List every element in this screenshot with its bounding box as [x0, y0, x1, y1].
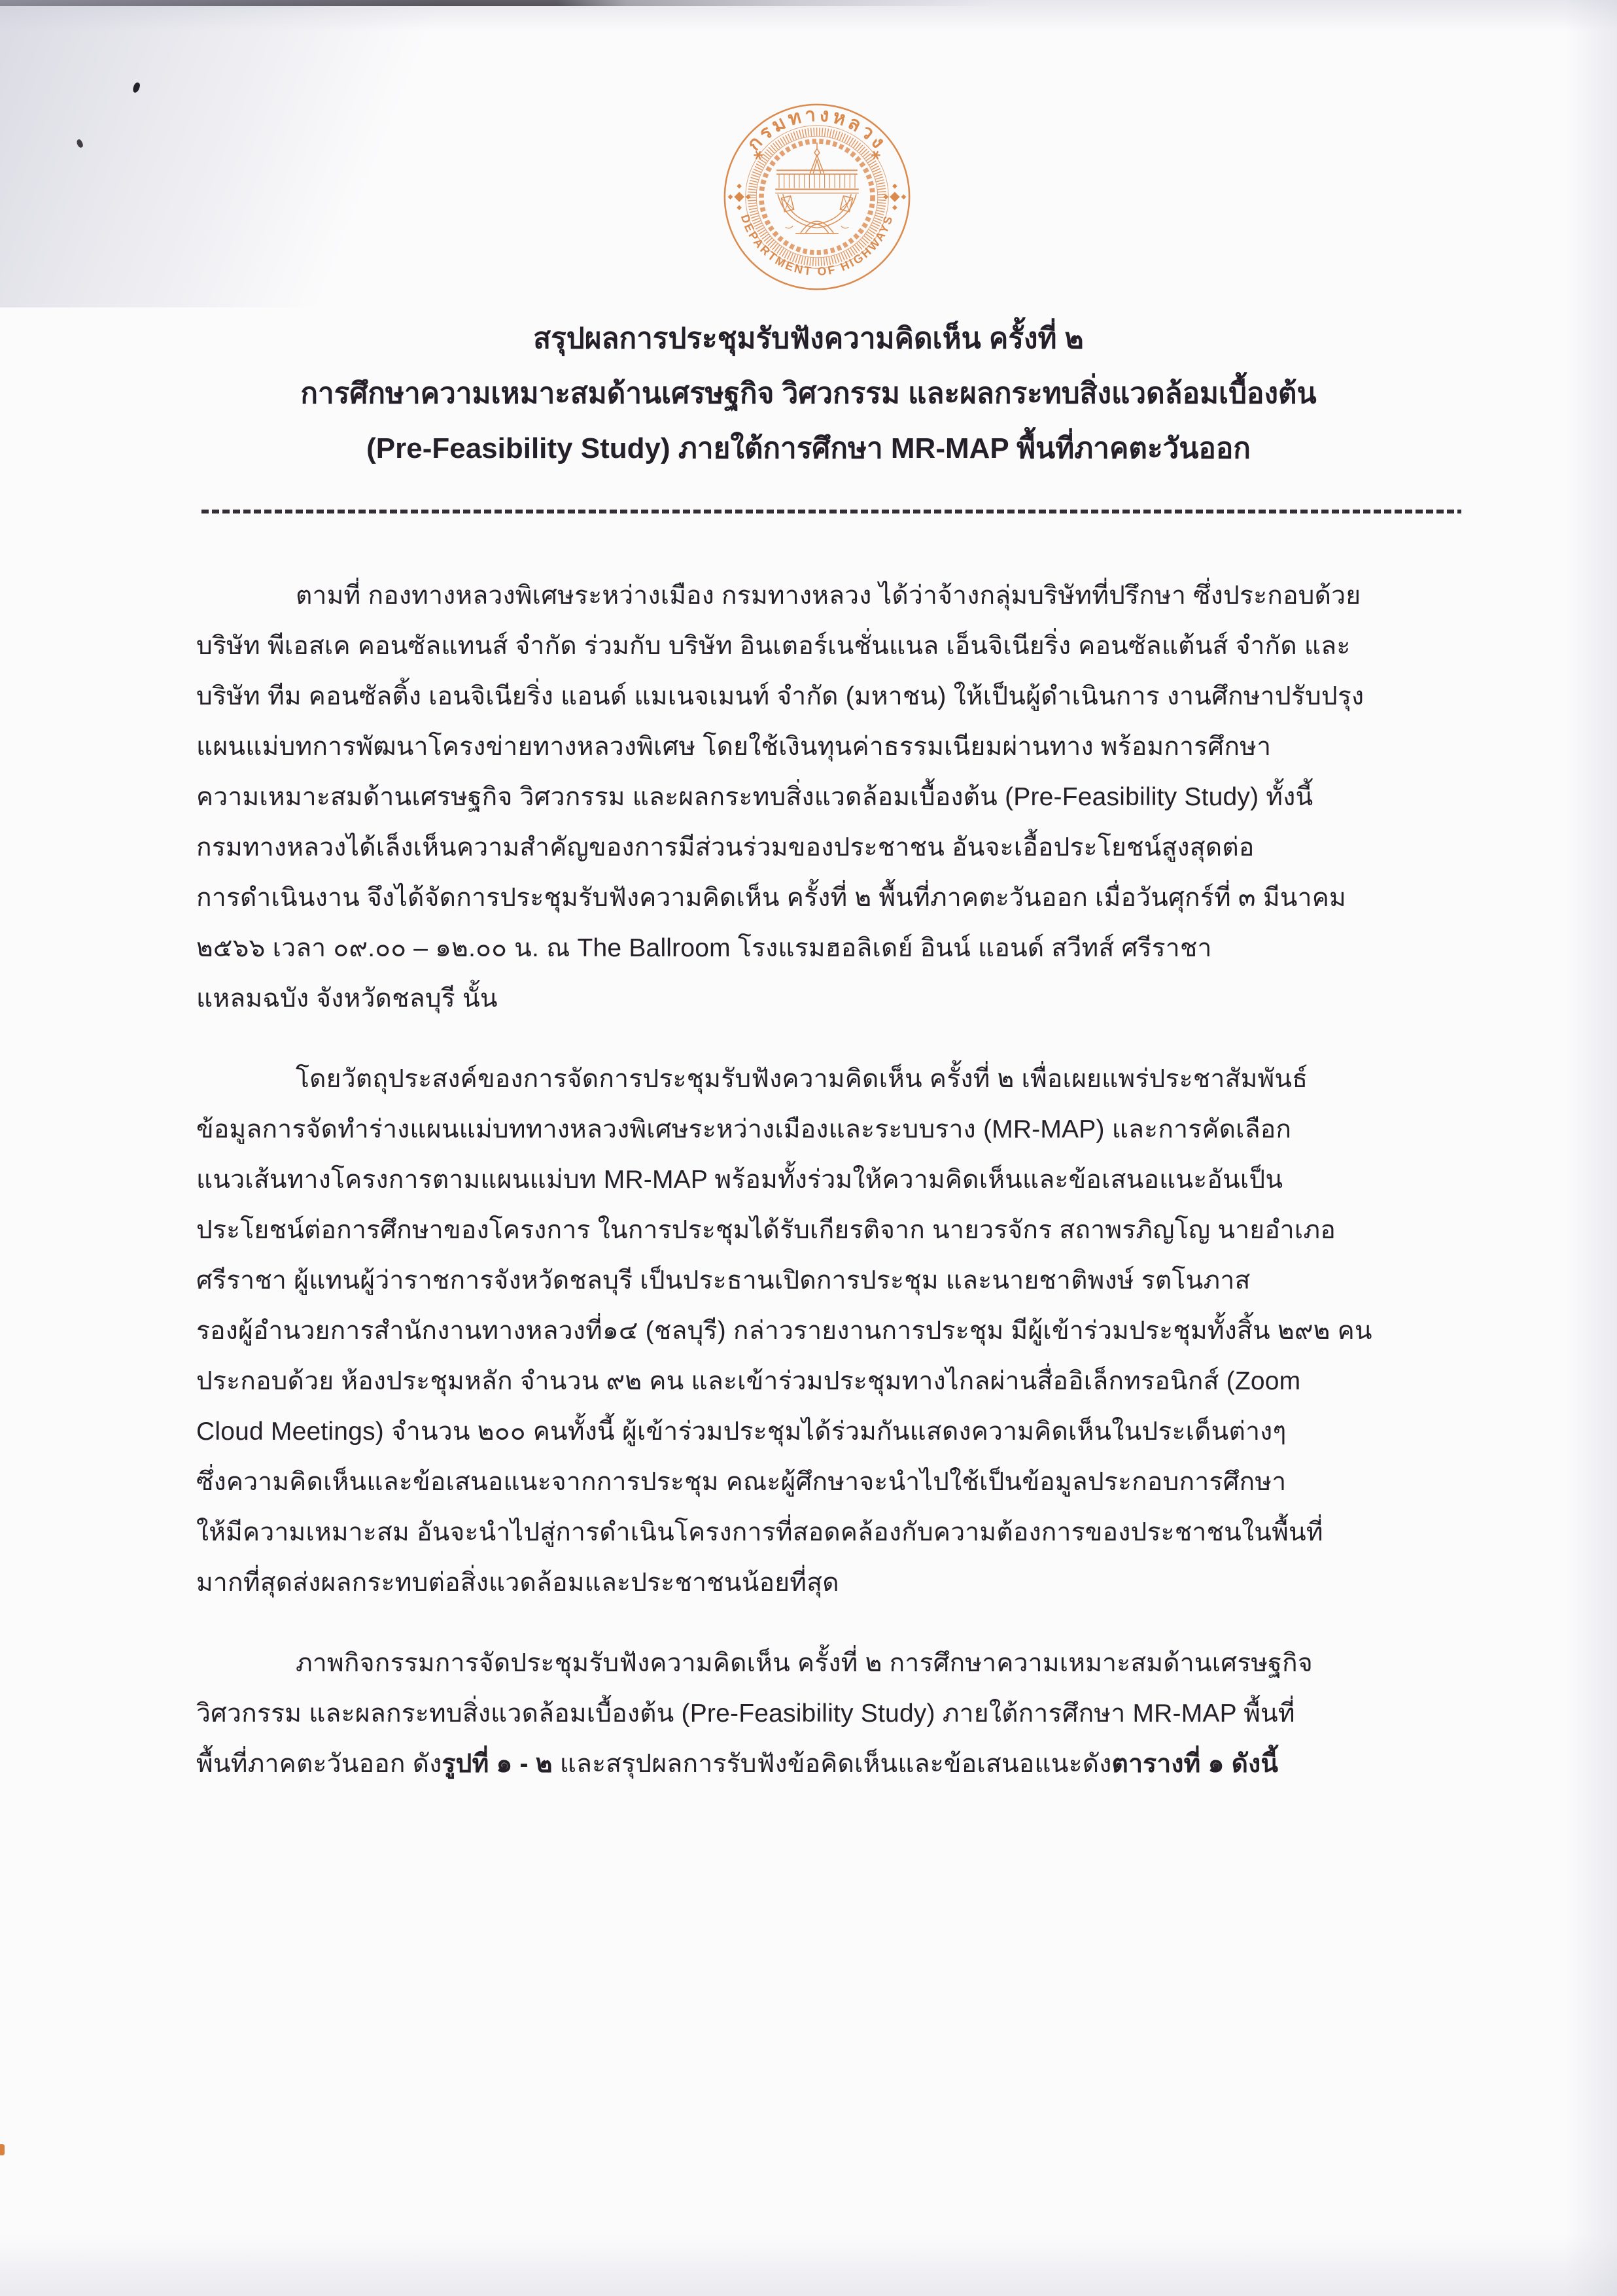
text-line: ซึ่งความคิดเห็นและข้อเสนอแนะจากการประชุม คณะผู้ศึกษาจะนำไปใช้เป็นข้อมูลประกอบการศึกษา — [196, 1468, 1287, 1496]
scan-shadow-top — [0, 0, 1617, 31]
text-line: ๒๕๖๖ เวลา ๐๙.๐๐ – ๑๒.๐๐ น. ณ The Ballroom โรงแรมฮอลิเดย์ อินน์ แอนด์ สวีทส์ ศรีราชา — [196, 934, 1212, 962]
seal-english-name: DEPARTMENT OF HIGHWAYS — [738, 213, 896, 279]
text-line: ศรีราชา ผู้แทนผู้ว่าราชการจังหวัดชลบุรี เป็นประธานเปิดการประชุม และนายชาติพงษ์ รตโนภาส — [196, 1266, 1251, 1295]
document-body — [196, 570, 1436, 1789]
scan-shadow-bottom — [0, 2234, 1617, 2296]
paragraph — [196, 570, 1436, 1024]
paragraph — [196, 1054, 1436, 1608]
text-line: กรมทางหลวงได้เล็งเห็นความสำคัญของการมีส่วนร่วมของประชาชน อันจะเอื้อประโยชน์สูงสุดต่อ — [196, 833, 1255, 861]
text-line: แผนแม่บทการพัฒนาโครงข่ายทางหลวงพิเศษ โดยใช้เงินทุนค่าธรรมเนียมผ่านทาง พร้อมการศึกษา — [196, 733, 1272, 761]
text-line: แนวเส้นทางโครงการตามแผนแม่บท MR-MAP พร้อมทั้งร่วมให้ความคิดเห็นและข้อเสนอแนะอันเป็น — [196, 1166, 1283, 1194]
scan-shadow-topleft — [0, 0, 641, 307]
text-line: ประโยชน์ต่อการศึกษาของโครงการ ในการประชุมได้รับเกียรติจาก นายวรจักร สถาพรภิญโญ นายอำเภอ — [196, 1216, 1336, 1244]
text-line: ข้อมูลการจัดทำร่างแผนแม่บททางหลวงพิเศษระหว่างเมืองและระบบราง (MR-MAP) และการคัดเลือก — [196, 1115, 1292, 1143]
text-line: ตามที่ กองทางหลวงพิเศษระหว่างเมือง กรมทางหลวง ได้ว่าจ้างกลุ่มบริษัทที่ปรึกษา ซึ่งประกอบด้วย — [296, 582, 1361, 610]
title-line-1: สรุปผลการประชุมรับฟังความคิดเห็น ครั้งที่ ๒ — [533, 322, 1084, 355]
paragraph — [196, 1638, 1436, 1789]
text-line: การดำเนินงาน จึงได้จัดการประชุมรับฟังความคิดเห็น ครั้งที่ ๒ พื้นที่ภาคตะวันออก เมื่อวันศุกร์ที่ ๓ มีนาคม — [196, 884, 1346, 912]
text-line: แหลมฉบัง จังหวัดชลบุรี นั้น — [196, 984, 498, 1013]
text-line: มากที่สุดส่งผลกระทบต่อสิ่งแวดล้อมและประชาชนน้อยที่สุด — [196, 1569, 839, 1597]
seal-bridge-emblem-icon — [775, 143, 859, 234]
text-line: ประกอบด้วย ห้องประชุมหลัก จำนวน ๙๒ คน และเข้าร่วมประชุมทางไกลผ่านสื่ออิเล็กทรอนิกส์ (Zoom — [196, 1367, 1301, 1395]
title-line-2: การศึกษาความเหมาะสมด้านเศรษฐกิจ วิศวกรรม และผลกระทบสิ่งแวดล้อมเบื้องต้น — [300, 377, 1317, 409]
separator-dashed-rule — [201, 510, 1461, 513]
seal-hatch-ring — [752, 131, 882, 262]
text-line: บริษัท พีเอสเค คอนซัลแทนส์ จำกัด ร่วมกับ บริษัท อินเตอร์เนชั่นแนล เอ็นจิเนียริ่ง คอนซัลแต้นส์ จำกัด และ — [196, 632, 1351, 660]
text-line: วิศวกรรม และผลกระทบสิ่งแวดล้อมเบื้องต้น (Pre-Feasibility Study) ภายใต้การศึกษา MR-MAP พื้นที่ — [196, 1699, 1295, 1728]
seal-thai-name: กรมทางหลวง — [743, 104, 891, 155]
document-title — [0, 311, 1617, 476]
scan-speck — [0, 2144, 5, 2155]
text-line: โดยวัตถุประสงค์ของการจัดการประชุมรับฟังความคิดเห็น ครั้งที่ ๒ เพื่อเผยแพร่ประชาสัมพันธ์ — [296, 1065, 1308, 1093]
text-line: รองผู้อำนวยการสำนักงานทางหลวงที่๑๔ (ชลบุรี) กล่าวรายงานการประชุม มีผู้เข้าร่วมประชุมทั้งสิ้น ๒๙๒ คน — [196, 1317, 1372, 1345]
dept-of-highways-seal-icon — [722, 102, 912, 292]
title-line-3: (Pre-Feasibility Study) ภายใต้การศึกษา MR-MAP พื้นที่ภาคตะวันออก — [366, 432, 1251, 464]
text-line: Cloud Meetings) จำนวน ๒๐๐ คนทั้งนี้ ผู้เข้าร่วมประชุมได้ร่วมกันแสดงความคิดเห็นในประเด็นต่างๆ — [196, 1418, 1287, 1446]
text-line: ภาพกิจกรรมการจัดประชุมรับฟังความคิดเห็น ครั้งที่ ๒ การศึกษาความเหมาะสมด้านเศรษฐกิจ — [296, 1649, 1313, 1677]
text-line: ความเหมาะสมด้านเศรษฐกิจ วิศวกรรม และผลกระทบสิ่งแวดล้อมเบื้องต้น (Pre-Feasibility Study) ทั้งนี้ — [196, 783, 1313, 811]
text-line: บริษัท ทีม คอนซัลติ้ง เอนจิเนียริ่ง แอนด์ แมเนจเมนท์ จำกัด (มหาชน) ให้เป็นผู้ดำเนินการ งานศึกษาปรับปรุง — [196, 682, 1365, 710]
text-line: พื้นที่ภาคตะวันออก ดังรูปที่ ๑ - ๒ และสรุปผลการรับฟังข้อคิดเห็นและข้อเสนอแนะดังตารางที่ ๑ ดังนี้ — [196, 1750, 1279, 1778]
text-line: ให้มีความเหมาะสม อันจะนำไปสู่การดำเนินโครงการที่สอดคล้องกับความต้องการของประชาชนในพื้นที่ — [196, 1518, 1323, 1546]
